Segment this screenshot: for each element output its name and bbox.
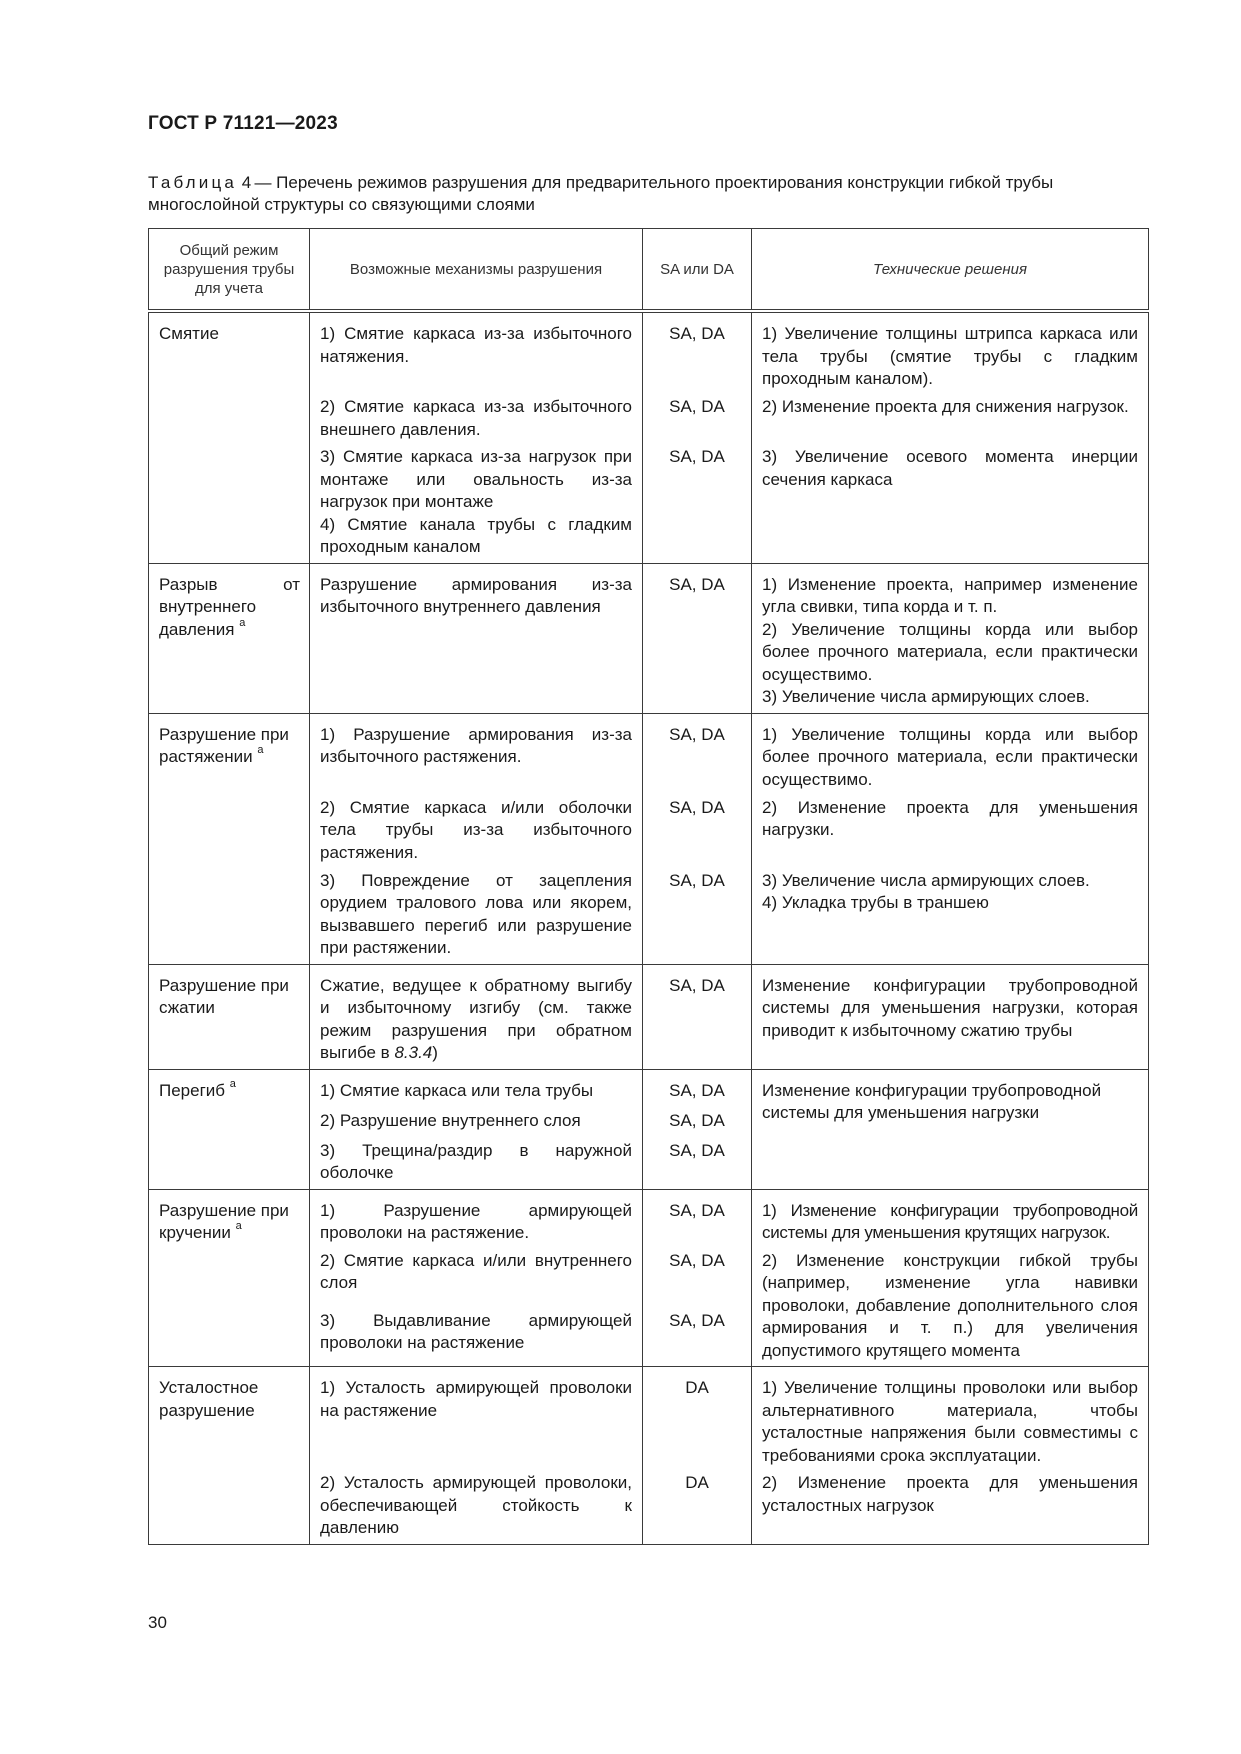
solution-item: 1) Увеличение толщины корда или выбор более прочного материала, если практически осуществимо. xyxy=(762,724,1138,789)
mechanism-item: 2) Разрушение внутреннего слоя xyxy=(320,1110,581,1130)
mechanism-cell xyxy=(310,1367,643,1545)
mechanism-item: 3) Трещина/раздир в наружной оболочке xyxy=(320,1140,632,1182)
sa-da-cell xyxy=(643,964,752,1069)
table-row xyxy=(149,311,1149,563)
mode-cell: Разрыв от внутреннего давления $^a$ xyxy=(149,563,310,713)
mechanism-item: 2) Смятие каркаса из-за избыточного внешнего давления. xyxy=(320,397,632,439)
sa-da-value: SA, DA xyxy=(669,724,725,744)
mechanism-item: 2) Усталость армирующей проволоки, обеспечивающей стойкость к давлению xyxy=(320,1473,632,1537)
table-row xyxy=(149,713,1149,964)
mode-cell: Усталостное разрушение xyxy=(149,1367,310,1545)
page-number: 30 xyxy=(148,1613,167,1632)
sa-da-value: SA, DA xyxy=(669,324,725,343)
sa-da-cell xyxy=(643,713,752,964)
mechanism-item: 1) Разрушение армирующей проволоки на растяжение. xyxy=(320,1200,632,1242)
mechanism-cell xyxy=(310,713,643,964)
header-mode: Общий режим разрушения трубы для учета xyxy=(149,229,310,312)
table-caption xyxy=(148,172,1158,216)
sa-da-cell xyxy=(643,1069,752,1189)
sa-da-value: SA, DA xyxy=(669,1200,725,1220)
solution-cell xyxy=(752,1367,1149,1545)
mechanism-line: 3) Смятие каркаса из-за нагрузок при монтаже или овальность из-за нагрузок при монтаже 4) Смятие канала трубы с гладким проходным каналом xyxy=(320,447,632,556)
section-reference: 8.3.4 xyxy=(394,1043,433,1062)
failure-modes-table xyxy=(148,228,1149,1545)
solution-item: 2) Изменение проекта для уменьшения усталостных нагрузок xyxy=(762,1473,1138,1515)
sa-da-value: SA, DA xyxy=(669,574,725,594)
table-row xyxy=(149,563,1149,713)
sa-da-cell xyxy=(643,1189,752,1367)
mechanism-item: 1) Смятие каркаса из-за избыточного натяжения. xyxy=(320,324,632,366)
header-solutions: Технические решения xyxy=(752,229,1149,312)
solution-cell xyxy=(752,311,1149,563)
solution-item: Изменение конфигурации трубопроводной системы для уменьшения нагрузки, которая приводит к избыточному сжатию трубы xyxy=(762,975,1138,1040)
sa-da-cell xyxy=(643,1367,752,1545)
table-row xyxy=(149,964,1149,1069)
solution-cell xyxy=(752,1069,1149,1189)
solution-item: 2) Изменение проекта для снижения нагрузок. xyxy=(762,397,1129,416)
sa-da-value: DA xyxy=(685,1378,709,1397)
solution-cell xyxy=(752,563,1149,713)
mechanism-item: 1) Усталость армирующей проволоки на растяжение xyxy=(320,1378,632,1420)
sa-da-value: DA xyxy=(685,1473,709,1492)
mechanism-item: 3) Повреждение от зацепления орудием тралового лова или якорем, вызвавшего перегиб или разрушение при растяжении. xyxy=(320,870,632,957)
mode-cell: Разрушение при кручении $^a$ xyxy=(149,1189,310,1367)
mechanism-cell xyxy=(310,563,643,713)
sa-da-value: SA, DA xyxy=(669,870,725,890)
sa-da-value: SA, DA xyxy=(669,447,725,466)
solution-item: 1) Увеличение толщины проволоки или выбор альтернативного материала, чтобы усталостные напряжения были совместимы с требованиями срока эксплуатации. xyxy=(762,1378,1138,1465)
sa-da-value: SA, DA xyxy=(669,797,725,817)
sa-da-value: SA, DA xyxy=(669,975,725,995)
solution-item: 3) Увеличение числа армирующих слоев. 4) Укладка трубы в траншею xyxy=(762,870,1090,912)
sa-da-value: SA, DA xyxy=(669,1310,725,1330)
mechanism-item: 1) Разрушение армирования из-за избыточного растяжения. xyxy=(320,724,632,766)
mechanism-item: 1) Смятие каркаса или тела трубы xyxy=(320,1080,594,1100)
mode-cell: Разрушение при растяжении $^a$ xyxy=(149,713,310,964)
footnote-mark: a xyxy=(239,616,246,629)
sa-da-value: SA, DA xyxy=(669,1250,725,1270)
mechanism-item: Разрушение армирования из-за избыточного внутреннего давления xyxy=(320,574,632,616)
mechanism-item xyxy=(310,436,642,563)
solution-item: 1) Увеличение толщины штрипса каркаса или тела трубы (смятие трубы с гладким проходным каналом). xyxy=(762,324,1138,388)
solution-item: 3) Увеличение осевого момента инерции сечения каркаса xyxy=(762,447,1138,489)
mechanism-cell xyxy=(310,964,643,1069)
caption-number: 4 xyxy=(241,173,255,192)
footnote-mark: a xyxy=(229,1077,236,1090)
mode-cell: Разрушение при сжатии xyxy=(149,964,310,1069)
footnote-mark: a xyxy=(257,744,264,757)
solution-item: 2) Изменение конструкции гибкой трубы (например, изменение угла навивки проволоки, добавление дополнительного слоя армирования и т. п.) для увеличения допустимого крутящего момента xyxy=(762,1250,1138,1360)
solution-item: 2) Изменение проекта для уменьшения нагрузки. xyxy=(762,797,1138,839)
mechanism-cell xyxy=(310,1189,643,1367)
table-header-row xyxy=(149,229,1149,312)
solution-item: 1) Изменение проекта, например изменение угла свивки, типа корда и т. п. 2) Увеличение толщины корда или выбор более прочного материала, если практически осуществимо. 3) Увеличение числа армирующих слоев. xyxy=(762,574,1138,706)
mechanism-cell xyxy=(310,1069,643,1189)
sa-da-value: SA, DA xyxy=(669,1140,725,1160)
table-row xyxy=(149,1367,1149,1545)
sa-da-cell xyxy=(643,563,752,713)
mechanism-cell xyxy=(310,311,643,563)
caption-text: — Перечень режимов разрушения для предварительного проектирования конструкции гибкой трубы многослойной структуры со связующими слоями xyxy=(148,173,1054,214)
footnote-mark: a xyxy=(235,1220,242,1233)
solution-item: 1) Изменение конфигурации трубопроводной системы для уменьшения крутящих нагрузок. xyxy=(762,1200,1138,1242)
solution-cell xyxy=(752,713,1149,964)
sa-da-value: SA, DA xyxy=(669,397,725,416)
sa-da-value: SA, DA xyxy=(669,1080,725,1100)
mode-cell: Перегиб $^a$ xyxy=(149,1069,310,1189)
caption-label: Таблица xyxy=(148,173,238,192)
solution-cell xyxy=(752,1189,1149,1367)
mode-cell: Смятие xyxy=(149,311,310,563)
mechanism-item: 2) Смятие каркаса и/или внутреннего слоя xyxy=(320,1250,632,1292)
sa-da-cell xyxy=(643,311,752,563)
document-header: ГОСТ Р 71121—2023 xyxy=(148,113,338,134)
table-row xyxy=(149,1069,1149,1189)
solution-item: Изменение конфигурации трубопроводной системы для уменьшения нагрузки xyxy=(762,1080,1102,1122)
mechanism-item: 3) Выдавливание армирующей проволоки на растяжение xyxy=(320,1310,632,1352)
header-sa-da: SA или DA xyxy=(643,229,752,312)
solution-cell xyxy=(752,964,1149,1069)
mechanism-item: 2) Смятие каркаса и/или оболочки тела трубы из-за избыточного растяжения. xyxy=(320,797,632,862)
table-row xyxy=(149,1189,1149,1367)
sa-da-value: SA, DA xyxy=(669,1110,725,1130)
mechanism-item: Сжатие, ведущее к обратному выгибу и избыточному изгибу (см. также режим разрушения при обратном выгибе в 8.3.4) xyxy=(320,975,632,1062)
header-mechanisms: Возможные механизмы разрушения xyxy=(310,229,643,312)
